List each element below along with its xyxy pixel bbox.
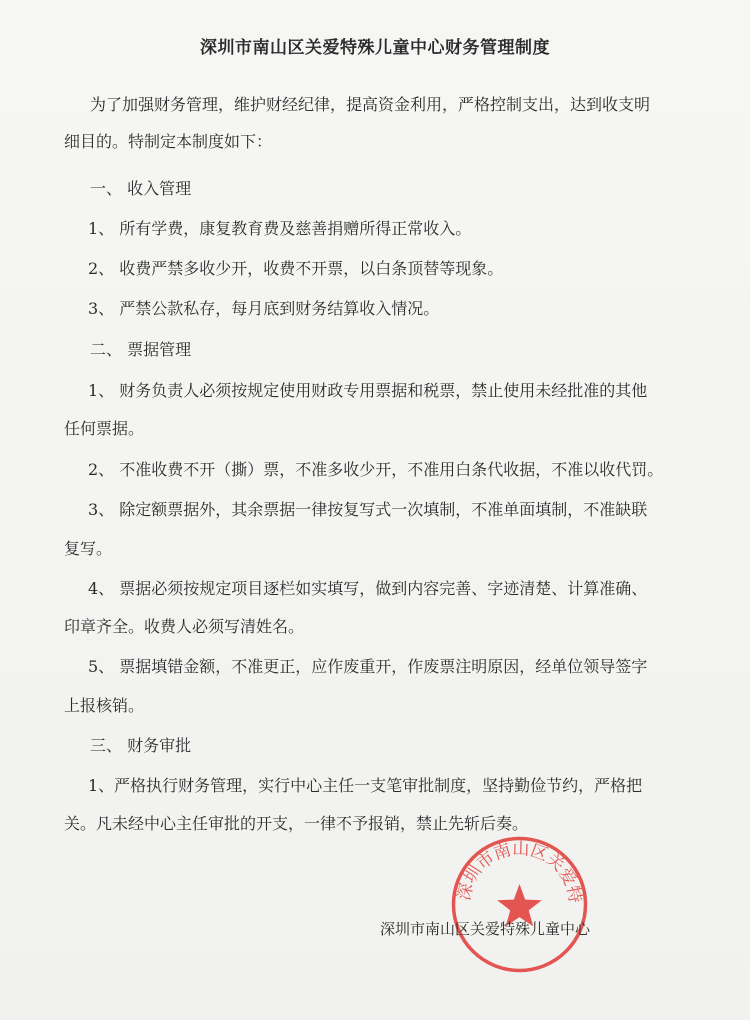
approval-item-1-line-2: 关。凡未经中心主任审批的开支，一律不予报销，禁止先斩后奏。 — [64, 814, 529, 833]
receipts-item-4-line-2: 印章齐全。收费人必须写清姓名。 — [64, 617, 305, 636]
receipts-item-3-line-1: 3、 除定额票据外，其余票据一律按复写式一次填制，不准单面填制，不准缺联 — [88, 500, 648, 519]
section-heading-receipts: 二、 票据管理 — [90, 340, 192, 359]
intro-line-1: 为了加强财务管理，维护财经纪律，提高资金利用，严格控制支出，达到收支明 — [90, 95, 651, 114]
document-title: 深圳市南山区关爱特殊儿童中心财务管理制度 — [200, 38, 550, 58]
intro-line-2: 细目的。特制定本制度如下： — [64, 132, 273, 151]
receipts-item-5-line-2: 上报核销。 — [64, 696, 145, 715]
approval-item-1-line-1: 1、严格执行财务管理，实行中心主任一支笔审批制度，坚持勤俭节约，严格把 — [88, 776, 643, 795]
income-item-3: 3、 严禁公款私存，每月底到财务结算收入情况。 — [88, 299, 440, 318]
income-item-1: 1、 所有学费，康复教育费及慈善捐赠所得正常收入。 — [88, 219, 472, 238]
receipts-item-2: 2、 不准收费不开（撕）票，不准多收少开，不准用白条代收据，不准以收代罚。 — [88, 460, 664, 479]
seal-text: 深圳市南山区关爱特 — [454, 839, 585, 905]
receipts-item-4-line-1: 4、 票据必须按规定项目逐栏如实填写，做到内容完善、字迹清楚、计算准确、 — [88, 579, 648, 598]
signature-organization: 深圳市南山区关爱特殊儿童中心 — [380, 920, 591, 938]
receipts-item-1-line-1: 1、 财务负责人必须按规定使用财政专用票据和税票，禁止使用未经批准的其他 — [88, 381, 648, 400]
receipts-item-3-line-2: 复写。 — [64, 539, 113, 558]
section-heading-approval: 三、 财务审批 — [90, 736, 192, 755]
receipts-item-1-line-2: 任何票据。 — [64, 419, 145, 438]
section-heading-income: 一、 收入管理 — [90, 179, 192, 198]
seal-graphic — [447, 832, 592, 977]
receipts-item-5-line-1: 5、 票据填错金额，不准更正，应作废重开，作废票注明原因，经单位领导签字 — [88, 657, 648, 676]
official-seal — [447, 832, 592, 977]
income-item-2: 2、 收费严禁多收少开，收费不开票，以白条顶替等现象。 — [88, 259, 504, 278]
